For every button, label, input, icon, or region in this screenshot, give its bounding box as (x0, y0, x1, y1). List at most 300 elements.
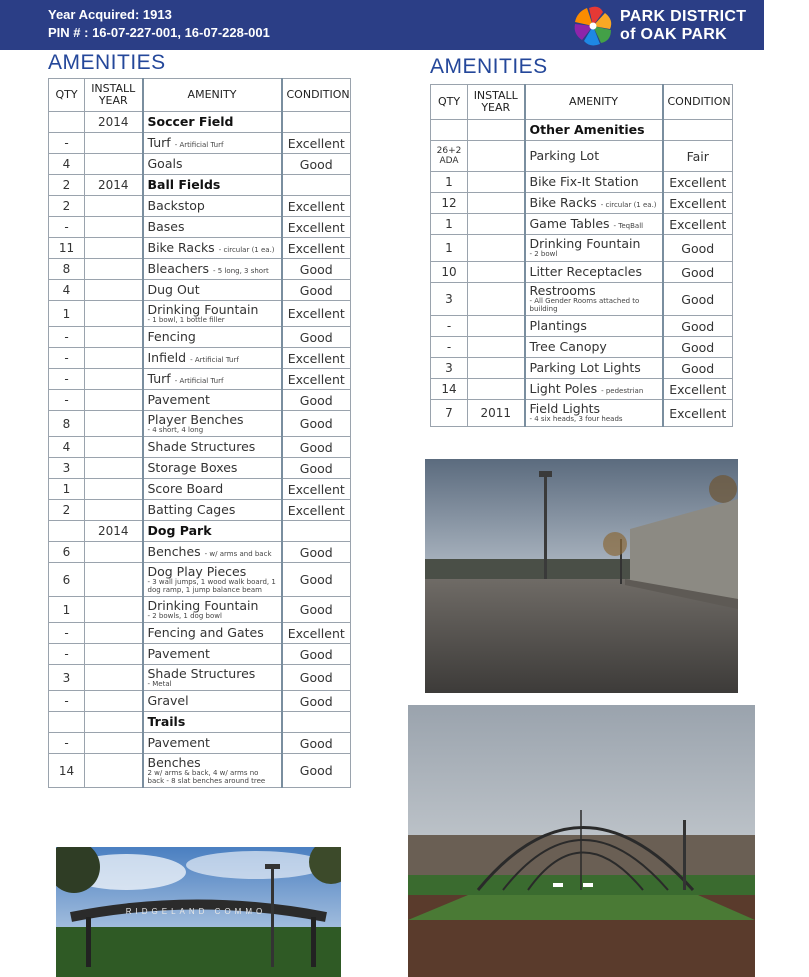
amenity-cell (143, 369, 282, 390)
amenity-name: Bleachers (147, 261, 210, 276)
condition-cell: Excellent (282, 348, 351, 369)
amenity-cell (143, 390, 282, 411)
amenity-name: Benches (147, 544, 201, 559)
install-year-cell: 2014 (85, 175, 143, 196)
park-district-logo (570, 3, 760, 49)
condition-cell: Good (282, 665, 351, 691)
install-year-cell (85, 500, 143, 521)
table-row (49, 733, 351, 754)
table-header-row (49, 79, 351, 112)
table-row (49, 259, 351, 280)
amenity-cell (143, 542, 282, 563)
condition-cell (282, 712, 351, 733)
condition-cell: Excellent (282, 217, 351, 238)
qty-cell: 2 (49, 175, 85, 196)
amenity-cell (525, 193, 663, 214)
pinwheel-logo-icon (570, 3, 616, 49)
left-amenities-table (48, 78, 351, 788)
install-year-cell (85, 665, 143, 691)
condition-cell: Good (282, 644, 351, 665)
condition-cell: Fair (663, 141, 733, 172)
amenity-cell (525, 400, 663, 427)
amenity-cell (525, 172, 663, 193)
install-year-cell (85, 238, 143, 259)
install-year-cell (468, 316, 525, 337)
condition-cell: Good (282, 597, 351, 623)
right-amenities-title: AMENITIES (430, 55, 548, 78)
table-row (49, 500, 351, 521)
table-row (49, 327, 351, 348)
amenity-cell (143, 597, 282, 623)
install-year-cell (468, 141, 525, 172)
amenity-name: Shade Structures (147, 439, 256, 454)
condition-cell: Excellent (282, 238, 351, 259)
qty-cell: 3 (431, 283, 468, 316)
qty-cell: - (49, 217, 85, 238)
amenity-name: Drinking Fountain (529, 236, 641, 251)
table-row (49, 479, 351, 500)
install-year-cell (85, 369, 143, 390)
install-year-header: INSTALL YEAR (85, 79, 143, 112)
amenity-cell (143, 280, 282, 301)
amenity-note: - w/ arms and back (204, 550, 272, 558)
amenity-cell (525, 141, 663, 172)
install-year-cell (85, 691, 143, 712)
condition-cell (282, 521, 351, 542)
install-year-cell (85, 259, 143, 280)
amenity-cell (143, 301, 282, 327)
logo-line-1: PARK DISTRICT (620, 8, 747, 25)
qty-cell: 4 (49, 280, 85, 301)
amenity-name: Shade Structures (147, 665, 256, 681)
qty-cell: 3 (49, 665, 85, 691)
table-row (49, 133, 351, 154)
amenity-cell (143, 327, 282, 348)
amenity-note: - circular (1 ea.) (600, 201, 657, 209)
amenity-cell (143, 154, 282, 175)
install-year-cell (85, 479, 143, 500)
amenity-note: - 2 bowls, 1 dog bowl (147, 611, 222, 620)
amenity-note: - 4 six heads, 3 four heads (529, 415, 623, 423)
amenity-name: Field Lights (529, 401, 601, 416)
pin-number: PIN # : 16-07-227-001, 16-07-228-001 (48, 25, 270, 40)
condition-cell: Good (282, 280, 351, 301)
condition-cell: Good (282, 691, 351, 712)
qty-cell: 6 (49, 542, 85, 563)
condition-cell: Good (282, 458, 351, 479)
qty-cell: - (49, 348, 85, 369)
table-row (431, 400, 733, 427)
install-year-cell: 2011 (468, 400, 525, 427)
qty-cell: 3 (49, 458, 85, 479)
amenity-name: Storage Boxes (147, 460, 238, 475)
table-row (49, 348, 351, 369)
condition-cell (663, 120, 733, 141)
install-year-cell (85, 348, 143, 369)
qty-cell: 2 (49, 500, 85, 521)
table-row (49, 542, 351, 563)
amenity-name: Pavement (147, 392, 210, 407)
condition-cell (282, 112, 351, 133)
amenity-cell (143, 411, 282, 437)
amenity-cell (143, 175, 282, 196)
qty-cell: 14 (431, 379, 468, 400)
year-acquired: Year Acquired: 1913 (48, 7, 172, 22)
amenity-cell (143, 521, 282, 542)
qty-cell: 14 (49, 754, 85, 788)
amenity-name: Bike Fix-It Station (529, 174, 639, 189)
table-row (431, 316, 733, 337)
amenity-name: Fencing (147, 329, 196, 344)
table-row (49, 597, 351, 623)
amenity-note: - 5 long, 3 short (213, 267, 269, 275)
install-year-cell (85, 644, 143, 665)
amenity-name: Bike Racks (529, 195, 597, 210)
amenity-name: Parking Lot Lights (529, 360, 641, 375)
table-row (49, 369, 351, 390)
amenity-group-label: Soccer Field (147, 114, 234, 129)
amenity-name: Dug Out (147, 282, 200, 297)
amenity-name: Infield (147, 350, 187, 365)
qty-cell: 1 (49, 301, 85, 327)
amenity-name: Player Benches (147, 411, 244, 427)
condition-cell: Good (663, 337, 733, 358)
table-row (49, 644, 351, 665)
table-row (49, 280, 351, 301)
table-group-row (431, 120, 733, 141)
qty-cell (431, 120, 468, 141)
condition-header: CONDITION (663, 85, 733, 120)
install-year-cell (85, 733, 143, 754)
install-year-cell (85, 154, 143, 175)
amenity-name: Pavement (147, 646, 210, 661)
amenity-cell (143, 754, 282, 788)
table-row (431, 141, 733, 172)
amenity-name: Fencing and Gates (147, 625, 264, 640)
install-year-cell (468, 358, 525, 379)
qty-cell (49, 112, 85, 133)
condition-cell: Excellent (282, 623, 351, 644)
amenity-group-label: Other Amenities (529, 122, 645, 137)
amenity-group-label: Trails (147, 714, 186, 729)
qty-cell: 8 (49, 259, 85, 280)
condition-cell (282, 175, 351, 196)
amenity-name: Bases (147, 219, 185, 234)
table-row (49, 390, 351, 411)
qty-header: QTY (431, 85, 468, 120)
install-year-cell (85, 437, 143, 458)
qty-cell: - (49, 644, 85, 665)
install-year-cell (85, 458, 143, 479)
condition-cell: Good (282, 390, 351, 411)
table-row (431, 379, 733, 400)
condition-cell: Excellent (282, 500, 351, 521)
install-year-cell (85, 542, 143, 563)
amenity-cell (143, 458, 282, 479)
install-year-cell (85, 712, 143, 733)
qty-cell: 1 (431, 172, 468, 193)
install-year-cell (468, 337, 525, 358)
amenity-name: Plantings (529, 318, 587, 333)
qty-cell: 1 (431, 235, 468, 262)
amenity-cell (525, 358, 663, 379)
logo-line-2: of OAK PARK (620, 26, 727, 43)
qty-cell (49, 712, 85, 733)
table-group-row (49, 112, 351, 133)
install-year-cell (468, 283, 525, 316)
amenity-note: - Metal (147, 679, 172, 688)
amenity-cell (525, 235, 663, 262)
amenity-cell (143, 112, 282, 133)
amenity-name: Parking Lot (529, 148, 600, 163)
amenity-note: - All Gender Rooms attached to building (529, 297, 640, 313)
qty-cell: 4 (49, 437, 85, 458)
install-year-cell: 2014 (85, 112, 143, 133)
amenity-cell (143, 133, 282, 154)
table-row (431, 214, 733, 235)
condition-cell: Good (282, 327, 351, 348)
condition-cell: Excellent (663, 193, 733, 214)
condition-cell: Good (282, 754, 351, 788)
install-year-cell (85, 327, 143, 348)
amenity-name: Game Tables (529, 216, 610, 231)
table-row (49, 623, 351, 644)
amenity-note: 2 w/ arms & back, 4 w/ arms no back - 8 slat benches around tree (147, 768, 266, 785)
left-amenities-title: AMENITIES (48, 51, 166, 74)
amenity-group-label: Dog Park (147, 523, 212, 538)
condition-cell: Good (282, 259, 351, 280)
amenity-cell (143, 196, 282, 217)
amenity-cell (143, 665, 282, 691)
amenity-name: Score Board (147, 481, 224, 496)
condition-cell: Excellent (282, 479, 351, 500)
install-year-cell (468, 172, 525, 193)
amenity-cell (143, 733, 282, 754)
amenity-header: AMENITY (143, 79, 282, 112)
qty-cell: - (49, 733, 85, 754)
amenity-note: - 2 bowl (529, 250, 558, 258)
qty-cell: 12 (431, 193, 468, 214)
install-year-cell (468, 262, 525, 283)
amenity-note: - 1 bowl, 1 bottle filler (147, 315, 225, 324)
amenity-cell (143, 691, 282, 712)
install-year-cell (85, 754, 143, 788)
table-row (49, 154, 351, 175)
amenity-cell (143, 712, 282, 733)
qty-cell: 1 (49, 479, 85, 500)
amenity-cell (525, 214, 663, 235)
install-year-cell (85, 390, 143, 411)
table-row (49, 217, 351, 238)
qty-cell: 3 (431, 358, 468, 379)
table-row (431, 358, 733, 379)
condition-cell: Good (282, 542, 351, 563)
amenity-cell (143, 563, 282, 597)
table-row (49, 563, 351, 597)
qty-header: QTY (49, 79, 85, 112)
amenity-name: Light Poles (529, 381, 598, 396)
entrance-sign-photo (56, 847, 341, 977)
condition-cell: Excellent (663, 172, 733, 193)
amenity-name: Batting Cages (147, 502, 236, 517)
table-row (49, 691, 351, 712)
amenity-name: Dog Play Pieces (147, 563, 247, 579)
qty-cell: - (49, 327, 85, 348)
amenity-name: Drinking Fountain (147, 301, 259, 317)
amenity-cell (143, 217, 282, 238)
table-row (431, 235, 733, 262)
install-year-cell (468, 193, 525, 214)
condition-cell: Good (663, 235, 733, 262)
amenity-name: Benches (147, 754, 201, 770)
table-group-row (49, 712, 351, 733)
install-year-header: INSTALL YEAR (468, 85, 525, 120)
install-year-cell (468, 120, 525, 141)
amenity-name: Litter Receptacles (529, 264, 642, 279)
amenity-header: AMENITY (525, 85, 663, 120)
install-year-cell (85, 133, 143, 154)
install-year-cell (468, 214, 525, 235)
condition-cell: Excellent (663, 400, 733, 427)
entrance-sign-text: RIDGELAND COMMO (125, 907, 267, 916)
table-row (431, 172, 733, 193)
condition-cell: Good (663, 358, 733, 379)
amenity-cell (143, 437, 282, 458)
qty-cell: 7 (431, 400, 468, 427)
amenity-cell (525, 316, 663, 337)
amenity-note: - pedestrian (601, 387, 644, 395)
install-year-cell: 2014 (85, 521, 143, 542)
install-year-cell (468, 235, 525, 262)
install-year-cell (85, 280, 143, 301)
qty-cell: - (49, 623, 85, 644)
condition-cell: Good (282, 733, 351, 754)
qty-cell: 4 (49, 154, 85, 175)
table-group-row (49, 175, 351, 196)
amenity-name: Tree Canopy (529, 339, 607, 354)
table-row (431, 283, 733, 316)
install-year-cell (85, 217, 143, 238)
amenity-name: Gravel (147, 693, 189, 708)
table-row (49, 196, 351, 217)
amenity-cell (525, 379, 663, 400)
condition-cell: Excellent (282, 301, 351, 327)
qty-cell: - (431, 337, 468, 358)
qty-cell: 1 (49, 597, 85, 623)
condition-cell: Good (282, 411, 351, 437)
condition-cell: Good (663, 316, 733, 337)
amenity-note: - circular (1 ea.) (218, 246, 275, 254)
condition-cell: Excellent (282, 369, 351, 390)
table-row (49, 665, 351, 691)
table-row (49, 238, 351, 259)
amenity-cell (143, 500, 282, 521)
amenity-name: Bike Racks (147, 240, 215, 255)
table-row (431, 337, 733, 358)
qty-cell: 26+2 ADA (431, 141, 468, 172)
table-header-row (431, 85, 733, 120)
qty-cell: - (49, 369, 85, 390)
amenity-cell (143, 259, 282, 280)
amenity-cell (525, 262, 663, 283)
qty-cell: - (49, 133, 85, 154)
condition-cell: Good (663, 262, 733, 283)
condition-cell: Excellent (663, 214, 733, 235)
table-row (49, 754, 351, 788)
amenity-note: - TeqBall (613, 222, 644, 230)
condition-cell: Excellent (663, 379, 733, 400)
amenity-cell (525, 337, 663, 358)
amenity-note: - Artificial Turf (190, 356, 239, 364)
install-year-cell (85, 301, 143, 327)
amenity-note: - 4 short, 4 long (147, 425, 204, 434)
condition-cell: Good (663, 283, 733, 316)
amenity-cell (143, 623, 282, 644)
amenity-name: Turf (147, 135, 171, 150)
table-group-row (49, 521, 351, 542)
condition-cell: Excellent (282, 196, 351, 217)
qty-cell: - (431, 316, 468, 337)
qty-cell: 11 (49, 238, 85, 259)
qty-cell: 10 (431, 262, 468, 283)
amenity-cell (143, 479, 282, 500)
condition-cell: Good (282, 154, 351, 175)
qty-cell: 1 (431, 214, 468, 235)
amenity-cell (525, 283, 663, 316)
install-year-cell (85, 563, 143, 597)
amenity-name: Pavement (147, 735, 210, 750)
install-year-cell (85, 597, 143, 623)
batting-cage-photo (408, 705, 755, 977)
qty-cell: - (49, 691, 85, 712)
amenity-cell (143, 238, 282, 259)
install-year-cell (85, 196, 143, 217)
amenity-cell (525, 120, 663, 141)
condition-header: CONDITION (282, 79, 351, 112)
condition-cell: Excellent (282, 133, 351, 154)
amenity-name: Turf (147, 371, 171, 386)
condition-cell: Good (282, 437, 351, 458)
install-year-cell (468, 379, 525, 400)
amenity-name: Backstop (147, 198, 205, 213)
right-amenities-table (430, 84, 733, 427)
qty-cell (49, 521, 85, 542)
amenity-cell (143, 644, 282, 665)
amenity-group-label: Ball Fields (147, 177, 221, 192)
amenity-note: - Artificial Turf (174, 141, 224, 149)
amenity-note: - Artificial Turf (174, 377, 224, 385)
table-row (49, 437, 351, 458)
table-row (49, 411, 351, 437)
table-row (431, 262, 733, 283)
table-row (431, 193, 733, 214)
condition-cell: Good (282, 563, 351, 597)
amenity-note: - 3 wall jumps, 1 wood walk board, 1 dog ramp, 1 jump balance beam (147, 577, 276, 594)
header-bar (0, 0, 764, 50)
amenity-name: Restrooms (529, 283, 596, 298)
qty-cell: 2 (49, 196, 85, 217)
qty-cell: 8 (49, 411, 85, 437)
qty-cell: - (49, 390, 85, 411)
install-year-cell (85, 623, 143, 644)
table-row (49, 301, 351, 327)
dog-park-photo (425, 459, 738, 693)
install-year-cell (85, 411, 143, 437)
table-row (49, 458, 351, 479)
amenity-name: Goals (147, 156, 183, 171)
amenity-cell (143, 348, 282, 369)
qty-cell: 6 (49, 563, 85, 597)
